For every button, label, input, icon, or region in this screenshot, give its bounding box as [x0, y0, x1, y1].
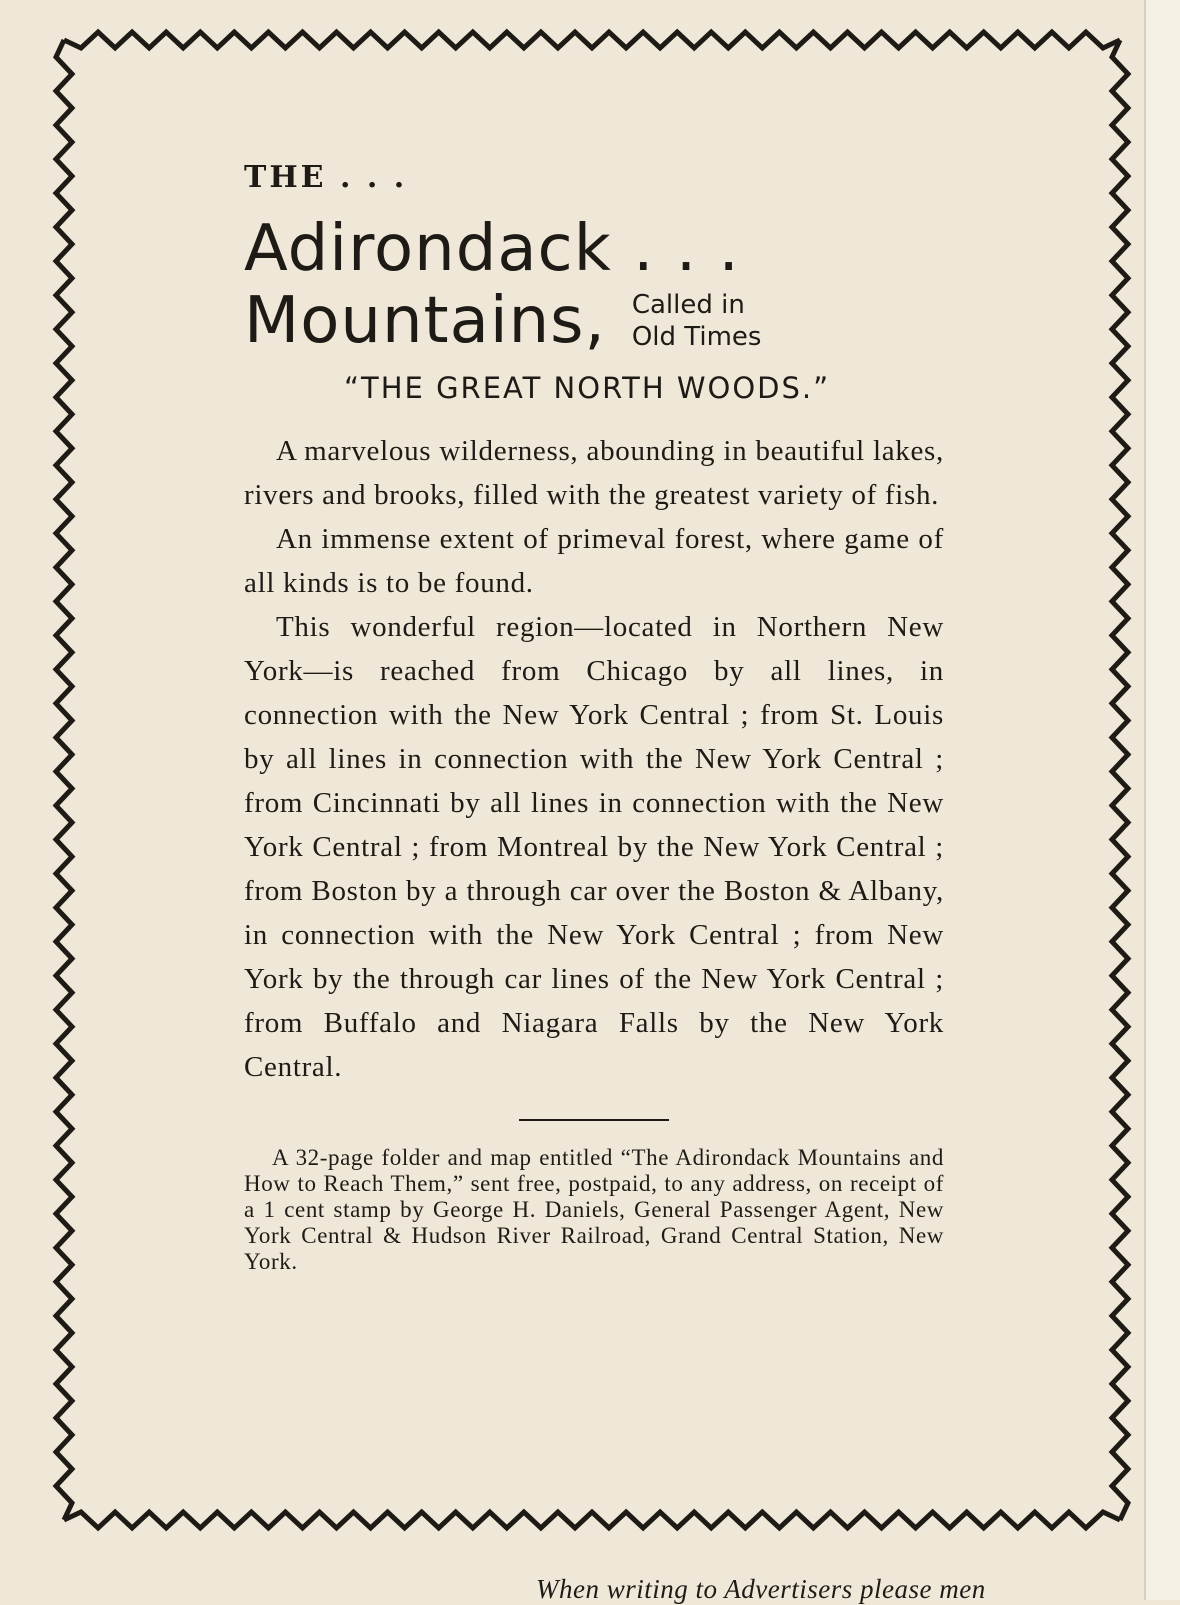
- facing-page-edge: [1146, 0, 1180, 1600]
- headline-adirondack: Adirondack . . .: [244, 212, 740, 286]
- paragraph-forest: An immense extent of primeval forest, where game of all kinds is to be found.: [244, 523, 944, 599]
- footer-notice: When writing to Advertisers please men: [536, 1574, 986, 1604]
- kicker-text: THE . . .: [244, 160, 408, 195]
- subtitle: “THE GREAT NORTH WOODS.”: [344, 371, 831, 405]
- aside-line-1: Called in: [631, 290, 745, 320]
- border-top: [64, 32, 1120, 48]
- aside-line-2: Old Times: [631, 322, 762, 352]
- border-left: [56, 40, 72, 1520]
- headline-mountains: Mountains,: [244, 284, 606, 358]
- folder-offer-note: A 32-page folder and map entitled “The Adirondack Mountains and How to Reach Them,” sent free, postpaid, to any address, on receipt of a 1 cent stamp by George H. Daniels, General Passenger Agent, New York Central & Hudson River Railroad, Grand Central Station, New York.: [244, 1145, 944, 1274]
- headline-aside: [632, 289, 762, 353]
- border-right: [1112, 40, 1128, 1520]
- paragraph-routes: This wonderful region—located in Northern New York—is reached from Chicago by all lines, in connection with the New York Central ; from St. Louis by all lines in connection with the New York Central ; from Cincinnati by all lines in connection with the New York Central ; from Montreal by the New York Central ; from Boston by a through car over the Boston & Albany, in connection with the New York Central ; from New York by the through car lines of the New York Central ; from Buffalo and Niagara Falls by the New York Central.: [244, 611, 944, 1083]
- paragraph-wilderness: A marvelous wilderness, abounding in beautiful lakes, rivers and brooks, filled with the greatest variety of fish.: [244, 435, 944, 511]
- divider-rule: [519, 1119, 669, 1121]
- border-bottom: [64, 1512, 1120, 1528]
- headline-row: [244, 285, 944, 357]
- advertisement: [244, 160, 944, 1275]
